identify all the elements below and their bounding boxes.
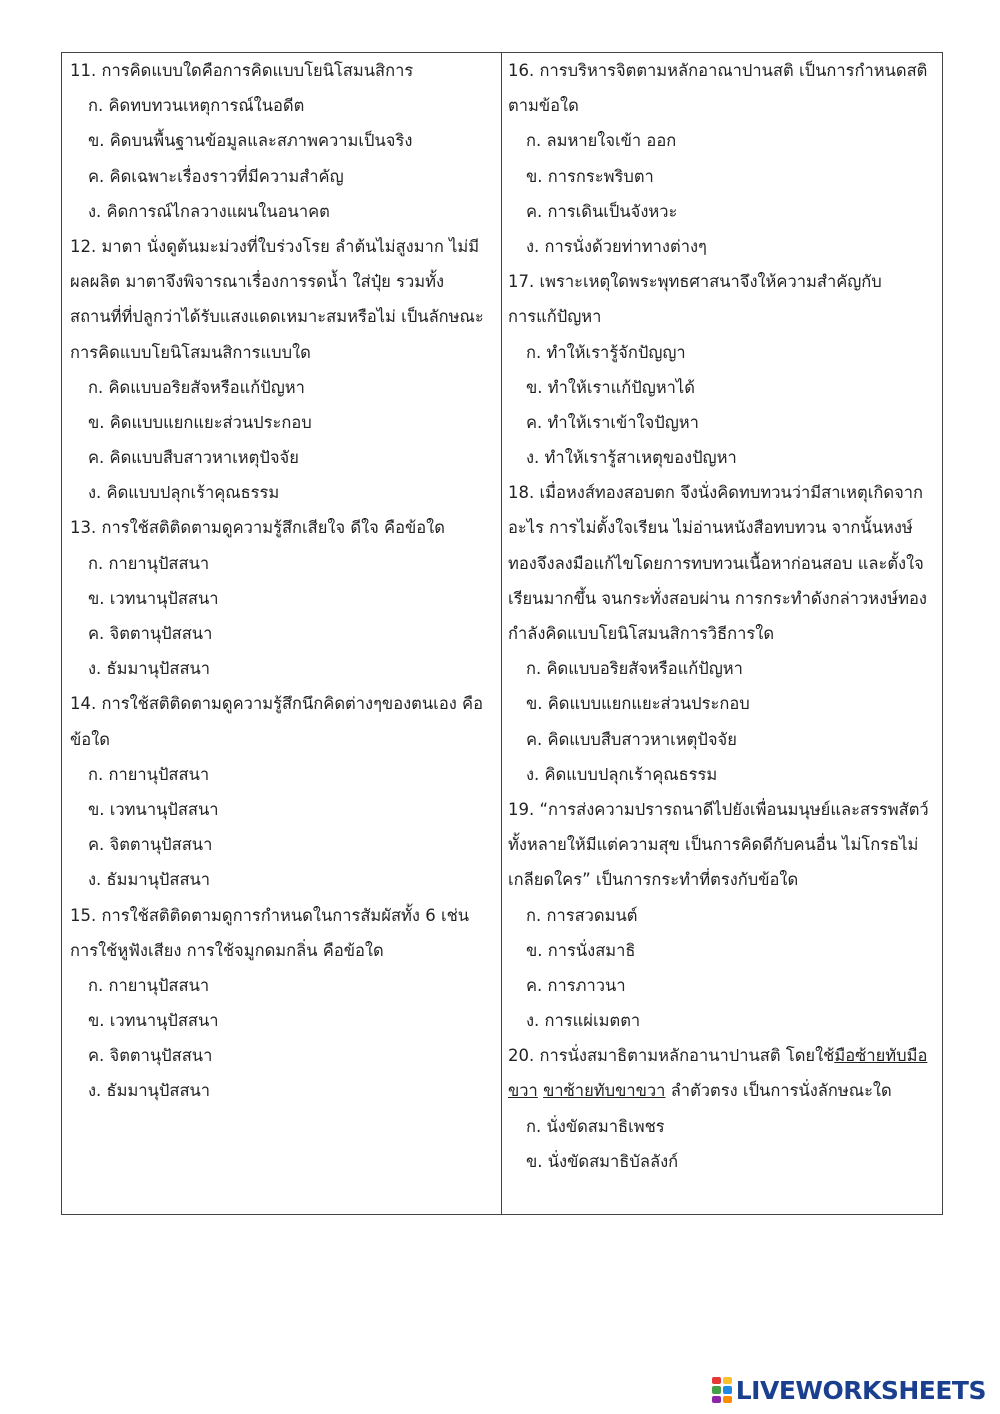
question-line: ข้อใด [70, 729, 110, 749]
answer-option: ข. การกระพริบตา [526, 166, 654, 186]
question-line: 14. การใช้สติติดตามดูความรู้สึกนึกคิดต่างๆของตนเอง คือ [70, 694, 483, 714]
logo-block [723, 1386, 732, 1393]
answer-option: ข. คิดแบบแยกแยะส่วนประกอบ [88, 412, 312, 432]
answer-option: ค. จิตตานุปัสสนา [88, 624, 213, 643]
question-line: เกลียดใคร” เป็นการกระทำที่ตรงกับข้อใด [508, 870, 799, 890]
question-line: เรียนมากขึ้น จนกระทั่งสอบผ่าน การกระทำดังกล่าวหงษ์ทอง [508, 588, 927, 608]
answer-option: ก. คิดแบบอริยสัจหรือแก้ปัญหา [526, 659, 743, 679]
question-line: 17. เพราะเหตุใดพระพุทธศาสนาจึงให้ความสำคัญกับ [508, 272, 882, 292]
logo-block [712, 1377, 721, 1384]
question-line: อะไร การไม่ตั้งใจเรียน ไม่อ่านหนังสือทบทวน จากนั้นหงษ์ [508, 518, 913, 538]
answer-option: ง. ธัมมานุปัสสนา [88, 1081, 211, 1101]
question-line: 11. การคิดแบบใดคือการคิดแบบโยนิโสมนสิการ [70, 61, 414, 80]
brand-logo[interactable] [712, 1374, 986, 1406]
question-line: การแก้ปัญหา [508, 307, 602, 327]
question-line: 16. การบริหารจิตตามหลักอาณาปานสติ เป็นการกำหนดสติ [508, 61, 928, 80]
right-column [508, 53, 936, 1179]
answer-option: ก. กายานุปัสสนา [88, 553, 210, 573]
answer-option: ค. จิตตานุปัสสนา [88, 835, 213, 855]
answer-option: ข. คิดบนพื้นฐานข้อมูลและสภาพความเป็นจริง [88, 131, 413, 151]
answer-option: ข. เวทนานุปัสสนา [88, 588, 219, 608]
answer-option: ค. คิดแบบสืบสาวหาเหตุปัจจัย [526, 729, 737, 749]
question-line: 15. การใช้สติติดตามดูการกำหนดในการสัมผัสทั้ง 6 เช่น [70, 905, 470, 925]
question-line: กำลังคิดแบบโยนิโสมนสิการวิธีการใด [508, 624, 775, 643]
answer-option: ง. ทำให้เรารู้สาเหตุของปัญหา [526, 448, 737, 468]
question-line: ตามข้อใด [508, 96, 579, 116]
question-line: ผลผลิต มาตาจึงพิจารณาเรื่องการรดน้ำ ใส่ปุ๋ย รวมทั้ง [70, 272, 445, 292]
underlined-phrase: ขาซ้ายทับขาขวา [543, 1081, 666, 1101]
question-line: สถานที่ที่ปลูกว่าได้รับแสงแดดเหมาะสมหรือไม่ เป็นลักษณะ [70, 307, 484, 327]
answer-option: ก. คิดทบทวนเหตุการณ์ในอดีต [88, 96, 305, 116]
answer-option: ก. นั่งขัดสมาธิเพชร [526, 1116, 665, 1136]
question-line: 12. มาตา นั่งดูต้นมะม่วงที่ใบร่วงโรย ลำต้นไม่สูงมาก ไม่มี [70, 236, 480, 256]
answer-option: ง. ธัมมานุปัสสนา [88, 659, 211, 679]
answer-option: ค. คิดเฉพาะเรื่องราวที่มีความสำคัญ [88, 166, 344, 186]
brand-text: LIVEWORKSHEETS [735, 1375, 986, 1405]
answer-option: ง. การแผ่เมตตา [526, 1011, 641, 1031]
answer-option: ข. ทำให้เราแก้ปัญหาได้ [526, 377, 695, 397]
answer-option: ข. เวทนานุปัสสนา [88, 799, 219, 819]
answer-option: ข. การนั่งสมาธิ [526, 940, 636, 960]
question-line: ทองจึงลงมือแก้ไขโดยการทบทวนเนื้อหาก่อนสอบ และตั้งใจ [508, 553, 924, 573]
answer-option: ข. คิดแบบแยกแยะส่วนประกอบ [526, 694, 750, 714]
logo-block [712, 1386, 721, 1393]
answer-option: ค. การเดินเป็นจังหวะ [526, 201, 678, 221]
answer-option: ค. คิดแบบสืบสาวหาเหตุปัจจัย [88, 448, 299, 468]
answer-option: ข. เวทนานุปัสสนา [88, 1011, 219, 1031]
question-line: การคิดแบบโยนิโสมนสิการแบบใด [70, 342, 311, 362]
question-line: 18. เมื่อหงส์ทองสอบตก จึงนั่งคิดทบทวนว่ามีสาเหตุเกิดจาก [508, 483, 923, 503]
answer-option: ง. คิดการณ์ไกลวางแผนในอนาคต [88, 201, 330, 221]
liveworksheets-logo-icon [712, 1377, 732, 1403]
underlined-phrase: ขวา [508, 1081, 538, 1101]
answer-option: ก. กายานุปัสสนา [88, 764, 210, 784]
answer-option: ข. นั่งขัดสมาธิบัลลังก์ [526, 1151, 679, 1171]
answer-option: ง. การนั่งด้วยท่าทางต่างๆ [526, 236, 707, 256]
logo-block [712, 1396, 721, 1403]
answer-option: ง. คิดแบบปลุกเร้าคุณธรรม [88, 483, 280, 503]
column-divider [501, 53, 502, 1214]
answer-option: ก. การสวดมนต์ [526, 905, 638, 925]
question-line: ขวา ขาซ้ายทับขาขวา ลำตัวตรง เป็นการนั่งลักษณะใด [508, 1081, 892, 1101]
answer-option: ก. กายานุปัสสนา [88, 975, 210, 995]
logo-block [723, 1396, 732, 1403]
question-line: 20. การนั่งสมาธิตามหลักอานาปานสติ โดยใช้มือซ้ายทับมือ [508, 1046, 928, 1066]
question-line: ทั้งหลายให้มีแต่ความสุข เป็นการคิดดีกับคนอื่น ไม่โกรธไม่ [508, 835, 919, 855]
question-line: 13. การใช้สติติดตามดูความรู้สึกเสียใจ ดีใจ คือข้อใด [70, 518, 445, 538]
answer-option: ค. ทำให้เราเข้าใจปัญหา [526, 412, 699, 432]
answer-option: ก. คิดแบบอริยสัจหรือแก้ปัญหา [88, 377, 305, 397]
answer-option: ง. คิดแบบปลุกเร้าคุณธรรม [526, 764, 718, 784]
answer-option: ค. จิตตานุปัสสนา [88, 1046, 213, 1066]
worksheet-table [61, 52, 943, 1215]
answer-option: ก. ลมหายใจเข้า ออก [526, 131, 677, 151]
answer-option: ค. การภาวนา [526, 975, 626, 995]
answer-option: ก. ทำให้เรารู้จักปัญญา [526, 342, 686, 362]
underlined-phrase: มือซ้ายทับมือ [834, 1046, 928, 1066]
question-line: 19. “การส่งความปรารถนาดีไปยังเพื่อนมนุษย์และสรรพสัตว์ [508, 799, 929, 819]
question-line: การใช้หูฟังเสียง การใช้จมูกดมกลิ่น คือข้อใด [70, 940, 384, 960]
left-column [70, 53, 496, 1109]
answer-option: ง. ธัมมานุปัสสนา [88, 870, 211, 890]
logo-block [723, 1377, 732, 1384]
